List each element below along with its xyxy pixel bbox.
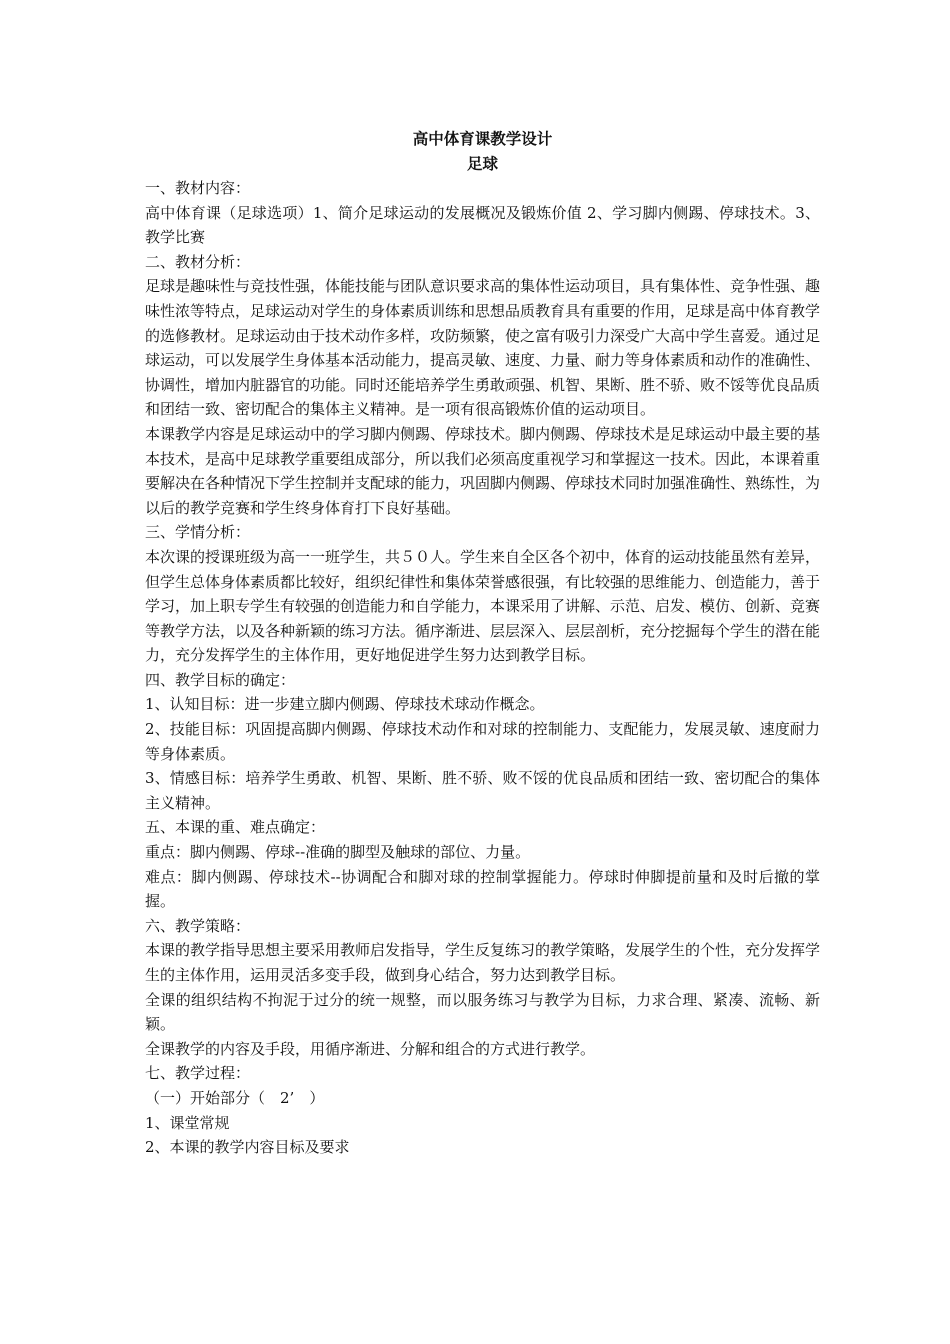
- section-heading-4: 四、教学目标的确定：: [145, 670, 296, 689]
- document-subtitle: 足球: [466, 153, 498, 173]
- section-heading-6: 六、教学策略：: [145, 916, 251, 935]
- section-heading-7: 七、教学过程：: [145, 1064, 251, 1083]
- section-heading-2: 二、教材分析：: [145, 252, 251, 271]
- paragraph: 本课的教学指导思想主要采用教师启发指导，学生反复练习的教学策略，发展学生的个性，充分发挥学生的主体作用，运用灵活多变手段，做到身心结合，努力达到教学目标。: [145, 941, 821, 984]
- paragraph: 3、情感目标：培养学生勇敢、机智、果断、胜不骄、败不馁的优良品质和团结一致、密切配合的集体主义精神。: [145, 769, 820, 812]
- paragraph: 全课教学的内容及手段，用循序渐进、分解和组合的方式进行教学。: [145, 1039, 596, 1058]
- section-heading-5: 五、本课的重、难点确定：: [145, 818, 326, 837]
- paragraph: 高中体育课（足球选项）1、简介足球运动的发展概况及锻炼价值 2、学习脚内侧踢、停球技术。3、教学比赛: [145, 203, 820, 247]
- list-item: 1、课堂常规: [145, 1113, 230, 1132]
- paragraph: 2、技能目标：巩固提高脚内侧踢、停球技术动作和对球的控制能力、支配能力，发展灵敏、速度耐力等身体素质。: [145, 720, 820, 763]
- document-body: [145, 127, 820, 1160]
- paragraph: 重点：脚内侧踢、停球--准确的脚型及触球的部位、力量。: [145, 843, 531, 862]
- paragraph: 足球是趣味性与竞技性强，体能技能与团队意识要求高的集体性运动项目，具有集体性、竞争性强、趣味性浓等特点，足球运动对学生的身体素质训练和思想品质教育具有重要的作用，足球是高中体育教学的选修教材。足球运动由于技术动作多样，攻防频繁，使之富有吸引力深受广大高中学生喜爱。通过足球运动，可以发展学生身体基本活动能力，提高灵敏、速度、力量、耐力等身体素质和动作的准确性、协调性，增加内脏器官的功能。同时还能培养学生勇敢顽强、机智、果断、胜不骄、败不馁等优良品质和团结一致、密切配合的集体主义精神。是一项有很高锻炼价值的运动项目。: [145, 277, 821, 419]
- paragraph: 全课的组织结构不拘泥于过分的统一规整，而以服务练习与教学为目标，力求合理、紧凑、流畅、新颖。: [145, 990, 820, 1034]
- section-heading-3: 三、学情分析：: [145, 523, 251, 542]
- paragraph: 本次课的授课班级为高一一班学生，共５０人。学生来自全区各个初中，体育的运动技能虽然有差异，但学生总体身体素质都比较好，组织纪律性和集体荣誉感很强，有比较强的思维能力、创造能力，善于学习，加上职专学生有较强的创造能力和自学能力，本课采用了讲解、示范、启发、模仿、创新、竞赛等教学方法，以及各种新颖的练习方法。循序渐进、层层深入、层层剖析，充分挖掘每个学生的潜在能力，充分发挥学生的主体作用，更好地促进学生努力达到教学目标。: [145, 547, 821, 665]
- paragraph: 1、认知目标：进一步建立脚内侧踢、停球技术球动作概念。: [145, 695, 545, 714]
- paragraph: 难点：脚内侧踢、停球技术--协调配合和脚对球的控制掌握能力。停球时伸脚提前量和及时后撤的掌握。: [145, 867, 820, 911]
- document-title: 高中体育课教学设计: [412, 129, 553, 148]
- paragraph: （一）开始部分（ 2’ ）: [145, 1088, 325, 1107]
- paragraph: 本课教学内容是足球运动中的学习脚内侧踢、停球技术。脚内侧踢、停球技术是足球运动中最主要的基本技术，是高中足球教学重要组成部分，所以我们必须高度重视学习和掌握这一技术。因此，本课着重要解决在各种情况下学生控制并支配球的能力，巩固脚内侧踢、停球技术同时加强准确性、熟练性，为以后的教学竞赛和学生终身体育打下良好基础。: [145, 424, 821, 517]
- section-heading-1: 一、教材内容：: [145, 179, 251, 197]
- list-item: 2、本课的教学内容目标及要求: [145, 1138, 350, 1157]
